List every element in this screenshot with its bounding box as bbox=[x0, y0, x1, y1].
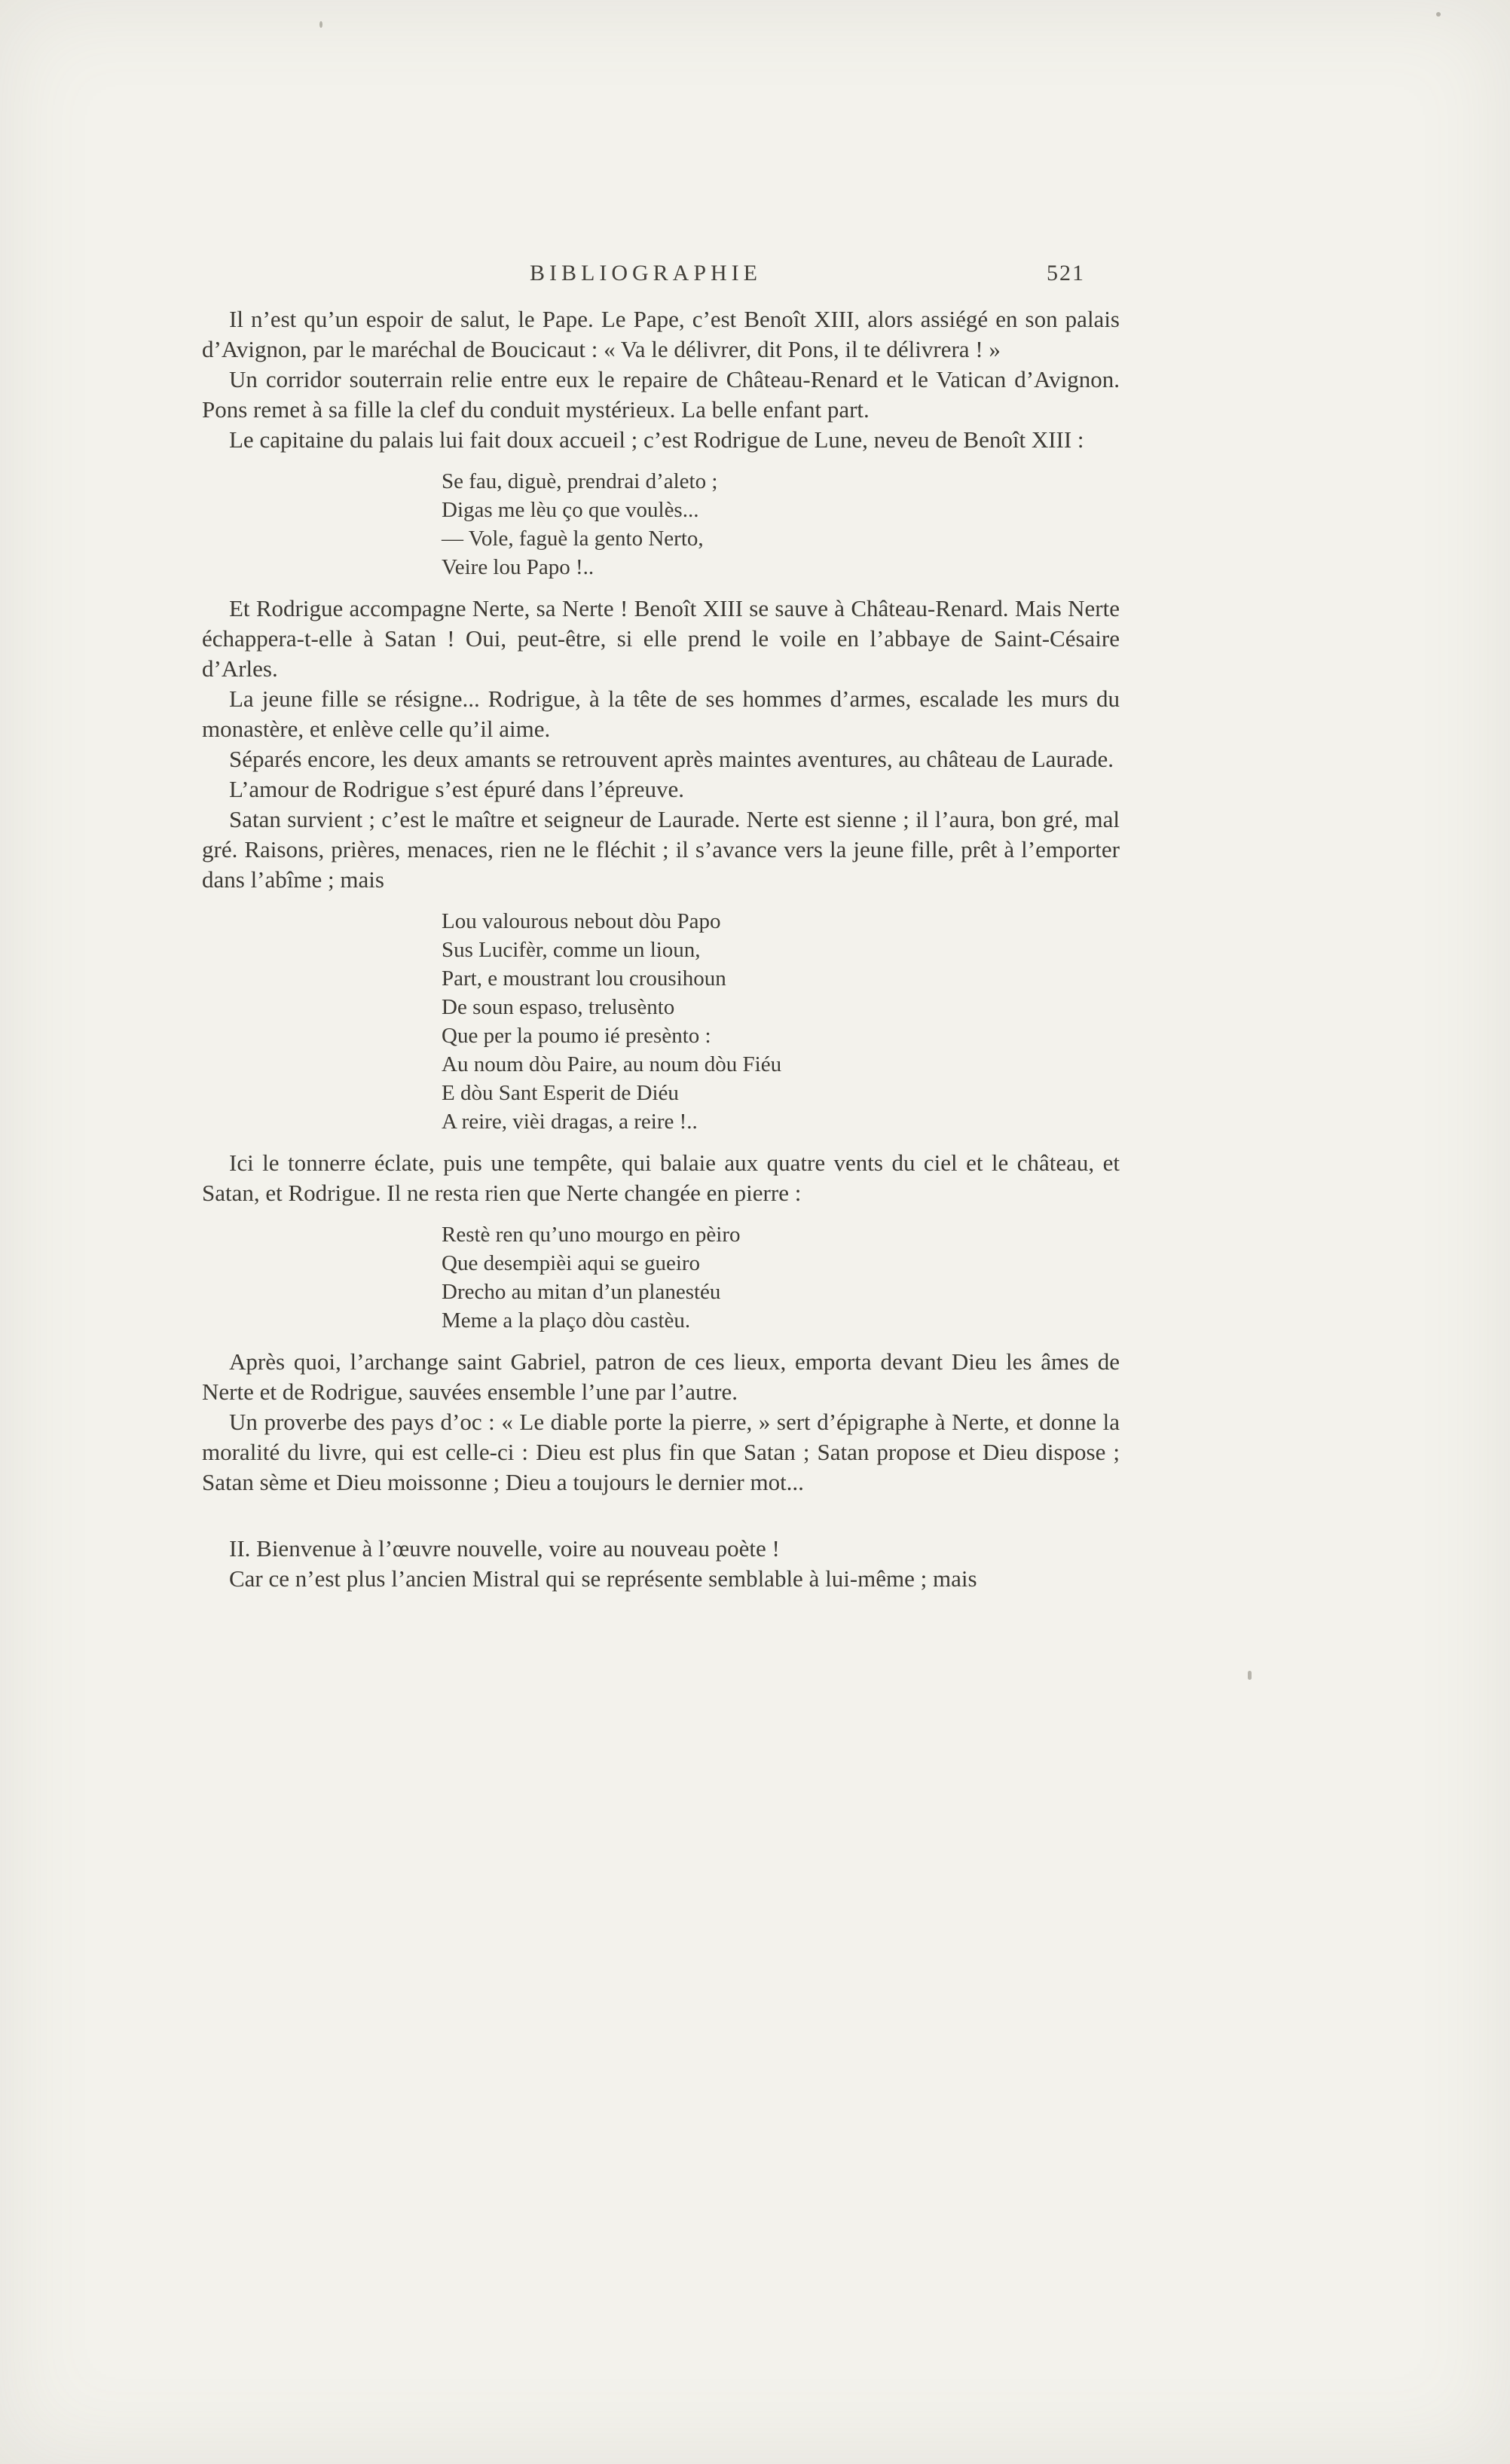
verse-line: Drecho au mitan d’un planestéu bbox=[442, 1280, 721, 1304]
verse-line: Se fau, diguè, prendrai d’aleto ; bbox=[442, 469, 718, 493]
verse-block bbox=[442, 907, 1120, 1136]
verse-line: Que per la poumo ié presènto : bbox=[442, 1024, 711, 1048]
verse-line: E dòu Sant Esperit de Diéu bbox=[442, 1081, 679, 1105]
paragraph: L’amour de Rodrigue s’est épuré dans l’épreuve. bbox=[229, 776, 685, 802]
running-header-title: BIBLIOGRAPHIE bbox=[530, 261, 762, 285]
verse-line: Lou valourous nebout dòu Papo bbox=[442, 909, 721, 933]
verse-line: A reire, vièi dragas, a reire !.. bbox=[442, 1110, 698, 1134]
paragraph: Le capitaine du palais lui fait doux accueil ; c’est Rodrigue de Lune, neveu de Benoît XIII : bbox=[229, 426, 1084, 453]
verse-line: Au noum dòu Paire, au noum dòu Fiéu bbox=[442, 1052, 782, 1076]
verse-line: Veire lou Papo !.. bbox=[442, 555, 595, 579]
verse-line: Que desempièi aqui se gueiro bbox=[442, 1251, 701, 1275]
page-number: 521 bbox=[1047, 261, 1085, 285]
verse-line: De soun espaso, trelusènto bbox=[442, 995, 675, 1019]
verse-block bbox=[442, 467, 1120, 582]
paragraph: Ici le tonnerre éclate, puis une tempête, qui balaie aux quatre vents du ciel et le château, et Satan, et Rodrigue. Il ne resta rien que Nerte changée en pierre : bbox=[202, 1150, 1120, 1206]
scan-speck bbox=[1248, 1671, 1252, 1680]
verse-line: — Vole, faguè la gento Nerto, bbox=[442, 527, 704, 551]
paragraph: Car ce n’est plus l’ancien Mistral qui se représente semblable à lui-même ; mais bbox=[229, 1565, 977, 1592]
verse-line: Meme a la plaço dòu castèu. bbox=[442, 1308, 691, 1333]
verse-line: Sus Lucifèr, comme un lioun, bbox=[442, 938, 701, 962]
paragraph: Il n’est qu’un espoir de salut, le Pape. Le Pape, c’est Benoît XIII, alors assiégé en son palais d’Avignon, par le maréchal de Boucicaut : « Va le délivrer, dit Pons, il te délivrera ! » bbox=[202, 306, 1120, 362]
verse-block bbox=[442, 1220, 1120, 1335]
paragraph: Un proverbe des pays d’oc : « Le diable porte la pierre, » sert d’épigraphe à Nerte, et donne la moralité du livre, qui est celle-ci : Dieu est plus fin que Satan ; Satan propose et Dieu dispose ; Satan sème et Dieu moissonne ; Dieu a toujours le dernier mot... bbox=[202, 1409, 1120, 1495]
paragraph: Un corridor souterrain relie entre eux le repaire de Château-Renard et le Vatican d’Avignon. Pons remet à sa fille la clef du conduit mystérieux. La belle enfant part. bbox=[202, 366, 1120, 423]
running-header bbox=[202, 261, 1120, 294]
verse-line: Restè ren qu’uno mourgo en pèiro bbox=[442, 1223, 741, 1247]
paragraph: Satan survient ; c’est le maître et seigneur de Laurade. Nerte est sienne ; il l’aura, bon gré, mal gré. Raisons, prières, menaces, rien ne le fléchit ; il s’avance vers la jeune fille, prêt à l’emporter dans l’abîme ; mais bbox=[202, 806, 1120, 893]
scan-speck bbox=[1436, 12, 1441, 17]
paragraph: La jeune fille se résigne... Rodrigue, à la tête de ses hommes d’armes, escalade les murs du monastère, et enlève celle qu’il aime. bbox=[202, 685, 1120, 742]
paragraph: Séparés encore, les deux amants se retrouvent après maintes aventures, au château de Laurade. bbox=[229, 746, 1114, 772]
paragraph: Après quoi, l’archange saint Gabriel, patron de ces lieux, emporta devant Dieu les âmes de Nerte et de Rodrigue, sauvées ensemble l’une par l’autre. bbox=[202, 1348, 1120, 1405]
verse-line: Part, e moustrant lou crousihoun bbox=[442, 966, 726, 991]
paragraph-section-start: II. Bienvenue à l’œuvre nouvelle, voire au nouveau poète ! bbox=[229, 1535, 780, 1562]
scan-speck bbox=[319, 21, 322, 28]
text-column bbox=[202, 304, 1120, 1594]
verse-line: Digas me lèu ço que voulès... bbox=[442, 498, 699, 522]
paragraph: Et Rodrigue accompagne Nerte, sa Nerte ! Benoît XIII se sauve à Château-Renard. Mais Nerte échappera-t-elle à Satan ! Oui, peut-être, si elle prend le voile en l’abbaye de Saint-Césaire d’Arles. bbox=[202, 595, 1120, 682]
